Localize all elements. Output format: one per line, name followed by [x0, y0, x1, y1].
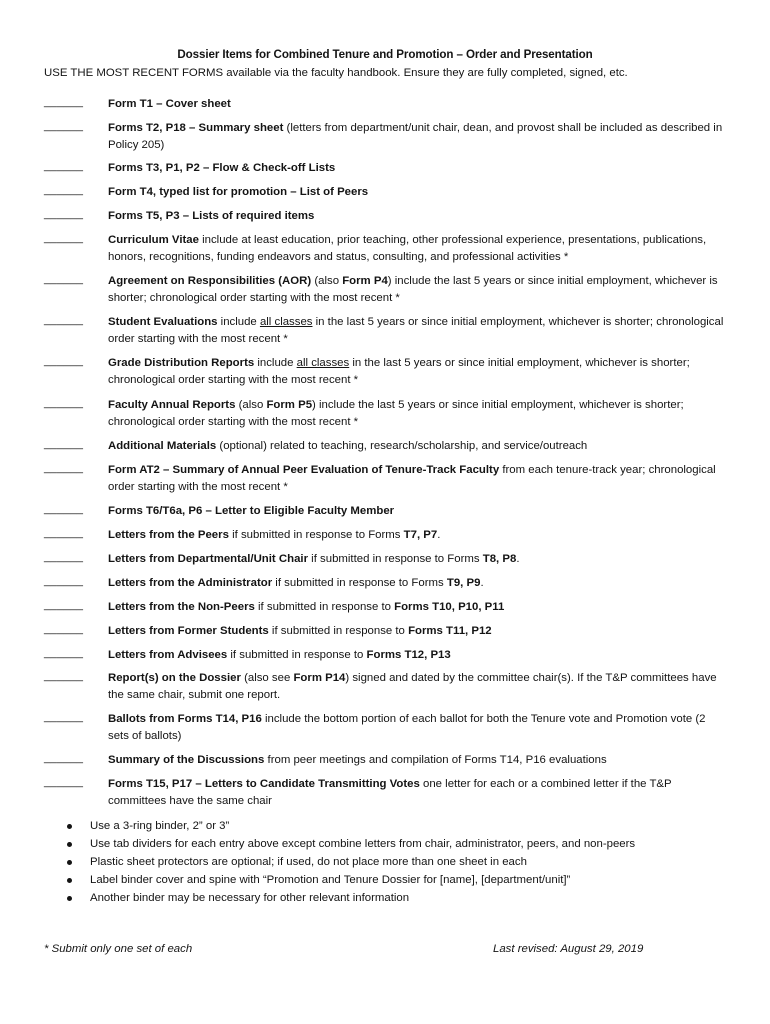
- item-heading: Letters from Former Students: [108, 625, 269, 637]
- checkbox-blank[interactable]: ______: [44, 232, 84, 244]
- item-heading: Ballots from Forms T14, P16: [108, 713, 262, 725]
- checkbox-blank[interactable]: ______: [44, 462, 84, 474]
- item-text-part: if submitted in response to: [268, 625, 409, 637]
- item-text-part: (also: [235, 399, 267, 411]
- item-text: [108, 670, 728, 704]
- checkbox-blank[interactable]: ______: [44, 503, 84, 515]
- item-text: [108, 273, 728, 307]
- checkbox-blank[interactable]: ______: [44, 551, 84, 563]
- bullet-item: [64, 835, 635, 853]
- footer-note: * Submit only one set of each: [44, 943, 193, 955]
- item-heading: Curriculum Vitae: [108, 234, 199, 246]
- checkbox-blank[interactable]: ______: [44, 575, 84, 587]
- item-text: [108, 314, 728, 348]
- checkbox-blank[interactable]: ______: [44, 599, 84, 611]
- item-description: from each tenure-track year; chronological order starting with the most recent *: [108, 464, 716, 493]
- item-form-ref: Forms T12, P13: [366, 649, 451, 661]
- checkbox-blank[interactable]: ______: [44, 96, 84, 108]
- checkbox-blank[interactable]: ______: [44, 355, 84, 367]
- item-text-part: if submitted in response to: [227, 649, 367, 661]
- bullet-icon: [67, 824, 72, 829]
- checkbox-blank[interactable]: ______: [44, 647, 84, 659]
- item-heading: Agreement on Responsibilities (AOR): [108, 275, 312, 287]
- item-text: [108, 711, 728, 745]
- item-description: .: [437, 529, 441, 541]
- last-revised: Last revised: August 29, 2019: [493, 943, 644, 955]
- item-heading: Additional Materials: [108, 440, 217, 452]
- item-text: [108, 232, 728, 266]
- item-description: include the bottom portion of each ballot for both the Tenure vote and Promotion vote (2 sets of ballots): [108, 713, 706, 742]
- item-form-ref: T9, P9: [446, 577, 481, 589]
- checkbox-blank[interactable]: ______: [44, 273, 84, 285]
- item-text-part: include: [254, 357, 297, 369]
- item-text: [108, 752, 728, 769]
- bullet-item: [64, 817, 635, 835]
- item-emphasis: all classes: [296, 357, 350, 369]
- item-heading: Letters from the Peers: [108, 529, 229, 541]
- item-form-ref: T8, P8: [482, 553, 517, 565]
- item-heading: Letters from the Non-Peers: [108, 601, 255, 613]
- binder-instructions: [64, 817, 635, 907]
- item-description: ) include the last 5 years or since initial employment, whichever is shorter; chronological order starting with the most recent *: [108, 399, 684, 428]
- item-text: [108, 120, 728, 154]
- checkbox-blank[interactable]: ______: [44, 623, 84, 635]
- item-text: [108, 527, 728, 544]
- item-text-part: if submitted in response to: [254, 601, 395, 613]
- item-form-ref: Forms T11, P12: [408, 625, 492, 637]
- checkbox-blank[interactable]: ______: [44, 670, 84, 682]
- item-emphasis: all classes: [259, 316, 313, 328]
- item-text: [108, 160, 728, 177]
- intro-text: USE THE MOST RECENT FORMS available via the faculty handbook. Ensure they are fully completed, signed, etc.: [44, 67, 628, 79]
- item-description: (letters from department/unit chair, dean, and provost shall be included as described in Policy 205): [108, 122, 723, 151]
- bullet-text: Use a 3-ring binder, 2” or 3”: [90, 820, 230, 832]
- item-description: .: [480, 577, 484, 589]
- checkbox-blank[interactable]: ______: [44, 397, 84, 409]
- item-text: [108, 551, 728, 568]
- item-text-part: if submitted in response to Forms: [308, 553, 483, 565]
- bullet-icon: [67, 878, 72, 883]
- item-form-ref: Form P5: [266, 399, 313, 411]
- item-form-ref: Form P4: [342, 275, 388, 287]
- item-text-part: (also see: [240, 672, 294, 684]
- item-description: in the last 5 years or since initial employment, whichever is shorter; chronological order starting with the most recent *: [108, 357, 690, 386]
- item-text-part: include: [217, 316, 260, 328]
- bullet-text: Label binder cover and spine with “Promotion and Tenure Dossier for [name], [department/unit]”: [90, 874, 571, 886]
- bullet-text: Another binder may be necessary for other relevant information: [90, 892, 410, 904]
- item-text: [108, 355, 728, 389]
- item-heading: Student Evaluations: [108, 316, 218, 328]
- checkbox-blank[interactable]: ______: [44, 527, 84, 539]
- item-text: [108, 599, 728, 616]
- checkbox-blank[interactable]: ______: [44, 208, 84, 220]
- item-description: .: [516, 553, 520, 565]
- checkbox-blank[interactable]: ______: [44, 752, 84, 764]
- item-heading: Letters from the Administrator: [108, 577, 273, 589]
- item-heading: Forms T15, P17 – Letters to Candidate Transmitting Votes: [108, 778, 420, 790]
- item-text-part: (also: [311, 275, 343, 287]
- item-text: [108, 623, 728, 640]
- item-heading: Faculty Annual Reports: [108, 399, 236, 411]
- item-heading: Form AT2 – Summary of Annual Peer Evaluation of Tenure-Track Faculty: [108, 464, 500, 476]
- item-description: in the last 5 years or since initial employment, whichever is shorter; chronological order starting with the most recent *: [108, 316, 724, 345]
- item-description: ) include the last 5 years or since initial employment, whichever is shorter; chronological order starting with the most recent *: [108, 275, 718, 304]
- bullet-icon: [67, 842, 72, 847]
- bullet-icon: [67, 896, 72, 901]
- checkbox-blank[interactable]: ______: [44, 438, 84, 450]
- item-description: include at least education, prior teaching, other professional experience, presentations, publications, honors, recognitions, funding endeavors and status, consulting, and professional activities *: [108, 234, 707, 263]
- checkbox-blank[interactable]: ______: [44, 160, 84, 172]
- item-text: [108, 208, 728, 225]
- item-description: (optional) related to teaching, research/scholarship, and service/outreach: [216, 440, 588, 452]
- bullet-item: [64, 871, 635, 889]
- item-description: from peer meetings and compilation of Forms T14, P16 evaluations: [264, 754, 607, 766]
- item-form-ref: Form P14: [293, 672, 346, 684]
- bullet-item: [64, 889, 635, 907]
- item-text: [108, 776, 728, 810]
- item-form-ref: Forms T10, P10, P11: [394, 601, 505, 613]
- item-heading: Forms T5, P3 – Lists of required items: [108, 210, 315, 222]
- item-heading: Forms T3, P1, P2 – Flow & Check-off Lists: [108, 162, 336, 174]
- bullet-item: [64, 853, 635, 871]
- checkbox-blank[interactable]: ______: [44, 776, 84, 788]
- item-heading: Forms T2, P18 – Summary sheet: [108, 122, 284, 134]
- item-text: [108, 503, 728, 520]
- bullet-icon: [67, 860, 72, 865]
- checkbox-blank[interactable]: ______: [44, 184, 84, 196]
- item-text: [108, 96, 728, 113]
- item-heading: Letters from Advisees: [108, 649, 228, 661]
- item-heading: Form T1 – Cover sheet: [108, 98, 231, 110]
- item-text: [108, 397, 728, 431]
- checkbox-blank[interactable]: ______: [44, 314, 84, 326]
- item-description: one letter for each or a combined letter if the T&P committees have the same chair: [108, 778, 672, 807]
- item-text: [108, 438, 728, 455]
- item-heading: Letters from Departmental/Unit Chair: [108, 553, 309, 565]
- item-text: [108, 575, 728, 592]
- document-title: Dossier Items for Combined Tenure and Promotion – Order and Presentation: [177, 48, 593, 61]
- item-heading: Form T4, typed list for promotion – List of Peers: [108, 186, 369, 198]
- item-description: ) signed and dated by the committee chair(s). If the T&P committees have the same chair, submit one report.: [108, 672, 717, 701]
- bullet-text: Plastic sheet protectors are optional; if used, do not place more than one sheet in each: [90, 856, 527, 868]
- item-heading: Report(s) on the Dossier: [108, 672, 241, 684]
- checkbox-blank[interactable]: ______: [44, 120, 84, 132]
- item-heading: Grade Distribution Reports: [108, 357, 255, 369]
- item-text: [108, 462, 728, 496]
- item-heading: Forms T6/T6a, P6 – Letter to Eligible Faculty Member: [108, 505, 395, 517]
- item-text: [108, 647, 728, 664]
- item-text-part: if submitted in response to Forms: [228, 529, 404, 541]
- checkbox-blank[interactable]: ______: [44, 711, 84, 723]
- item-text-part: if submitted in response to Forms: [272, 577, 447, 589]
- bullet-text: Use tab dividers for each entry above except combine letters from chair, administrator, peers, and non-peers: [90, 838, 636, 850]
- item-form-ref: T7, P7: [403, 529, 438, 541]
- item-heading: Summary of the Discussions: [108, 754, 265, 766]
- item-text: [108, 184, 728, 201]
